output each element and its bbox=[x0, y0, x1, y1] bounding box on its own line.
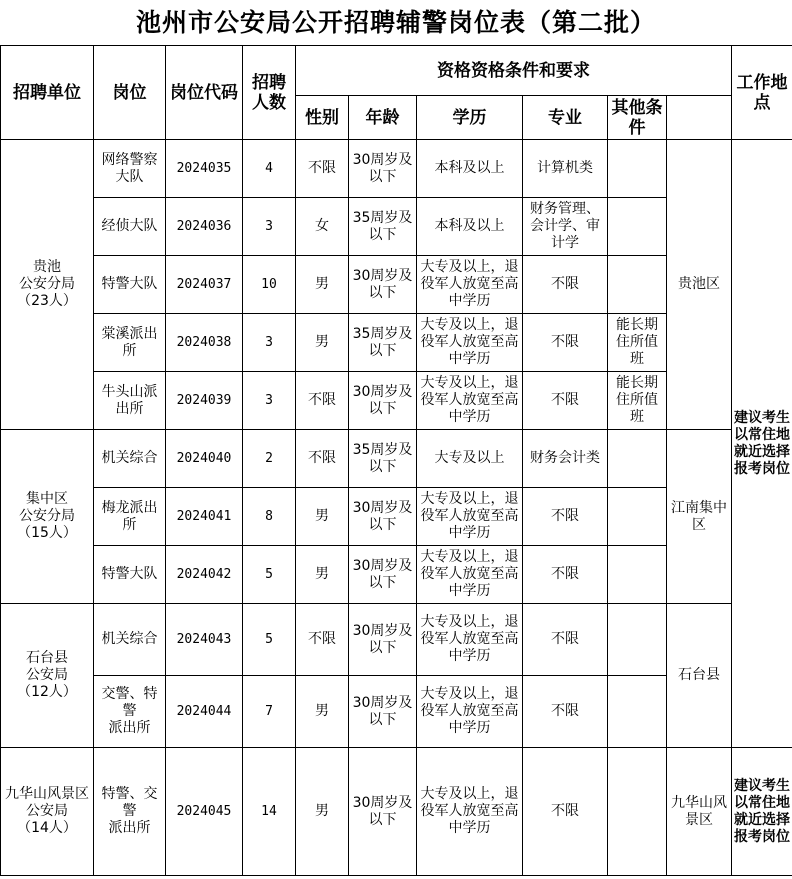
header-count: 招聘人数 bbox=[243, 46, 296, 140]
cell-major: 不限 bbox=[523, 604, 608, 676]
cell-major: 不限 bbox=[523, 546, 608, 604]
cell-count: 5 bbox=[243, 604, 296, 676]
cell-count: 3 bbox=[243, 372, 296, 430]
cell-age: 30周岁及以下 bbox=[349, 546, 417, 604]
cell-gender: 不限 bbox=[296, 430, 349, 488]
cell-code: 2024044 bbox=[166, 676, 243, 748]
cell-other bbox=[608, 488, 667, 546]
cell-count: 7 bbox=[243, 676, 296, 748]
header-major: 专业 bbox=[523, 96, 608, 140]
cell-education: 大专及以上，退役军人放宽至高中学历 bbox=[417, 488, 523, 546]
header-code: 岗位代码 bbox=[166, 46, 243, 140]
cell-age: 30周岁及以下 bbox=[349, 604, 417, 676]
header-unit: 招聘单位 bbox=[1, 46, 94, 140]
cell-count: 4 bbox=[243, 140, 296, 198]
header-post: 岗位 bbox=[94, 46, 166, 140]
cell-other bbox=[608, 676, 667, 748]
cell-count: 8 bbox=[243, 488, 296, 546]
cell-other bbox=[608, 430, 667, 488]
recruitment-table bbox=[0, 45, 792, 876]
header-age: 年龄 bbox=[349, 96, 417, 140]
cell-other bbox=[608, 604, 667, 676]
cell-gender: 男 bbox=[296, 748, 349, 876]
cell-gender: 不限 bbox=[296, 604, 349, 676]
cell-gender: 不限 bbox=[296, 140, 349, 198]
header-other: 其他条件 bbox=[608, 96, 667, 140]
cell-post: 牛头山派出所 bbox=[94, 372, 166, 430]
cell-education: 大专及以上，退役军人放宽至高中学历 bbox=[417, 314, 523, 372]
cell-education: 大专及以上，退役军人放宽至高中学历 bbox=[417, 676, 523, 748]
cell-gender: 男 bbox=[296, 256, 349, 314]
unit-name: 贵池 公安分局 （23人） bbox=[1, 140, 94, 430]
cell-education: 大专及以上，退役军人放宽至高中学历 bbox=[417, 546, 523, 604]
cell-major: 计算机类 bbox=[523, 140, 608, 198]
cell-count: 3 bbox=[243, 314, 296, 372]
table-row bbox=[1, 140, 792, 198]
cell-post: 经侦大队 bbox=[94, 198, 166, 256]
cell-major: 财务管理、会计学、审计学 bbox=[523, 198, 608, 256]
unit-name: 集中区 公安分局 （15人） bbox=[1, 430, 94, 604]
cell-education: 大专及以上，退役军人放宽至高中学历 bbox=[417, 372, 523, 430]
cell-gender: 女 bbox=[296, 198, 349, 256]
header-education: 学历 bbox=[417, 96, 523, 140]
cell-major: 不限 bbox=[523, 372, 608, 430]
cell-age: 30周岁及以下 bbox=[349, 140, 417, 198]
cell-count: 5 bbox=[243, 546, 296, 604]
cell-other bbox=[608, 140, 667, 198]
cell-gender: 男 bbox=[296, 676, 349, 748]
cell-count: 10 bbox=[243, 256, 296, 314]
cell-age: 30周岁及以下 bbox=[349, 488, 417, 546]
remark-note: 建议考生以常住地就近选择报考岗位 bbox=[732, 748, 792, 876]
cell-post: 特警大队 bbox=[94, 546, 166, 604]
work-location: 石台县 bbox=[667, 604, 732, 748]
work-location: 江南集中区 bbox=[667, 430, 732, 604]
cell-count: 2 bbox=[243, 430, 296, 488]
cell-education: 本科及以上 bbox=[417, 140, 523, 198]
cell-education: 本科及以上 bbox=[417, 198, 523, 256]
cell-code: 2024043 bbox=[166, 604, 243, 676]
cell-other bbox=[608, 198, 667, 256]
cell-code: 2024040 bbox=[166, 430, 243, 488]
cell-count: 3 bbox=[243, 198, 296, 256]
cell-post: 棠溪派出所 bbox=[94, 314, 166, 372]
remark-note: 建议考生以常住地就近选择报考岗位 bbox=[732, 140, 792, 748]
cell-age: 35周岁及以下 bbox=[349, 198, 417, 256]
cell-other bbox=[608, 748, 667, 876]
cell-other: 能长期住所值班 bbox=[608, 372, 667, 430]
table-row bbox=[1, 604, 792, 676]
header-location: 工作地点 bbox=[732, 46, 792, 140]
cell-gender: 男 bbox=[296, 488, 349, 546]
cell-code: 2024039 bbox=[166, 372, 243, 430]
cell-other bbox=[608, 256, 667, 314]
cell-other bbox=[608, 546, 667, 604]
cell-major: 不限 bbox=[523, 676, 608, 748]
cell-age: 30周岁及以下 bbox=[349, 676, 417, 748]
cell-code: 2024035 bbox=[166, 140, 243, 198]
header-qualifications: 资格资格条件和要求 bbox=[296, 46, 732, 96]
cell-education: 大专及以上，退役军人放宽至高中学历 bbox=[417, 748, 523, 876]
cell-post: 交警、特警 派出所 bbox=[94, 676, 166, 748]
cell-code: 2024038 bbox=[166, 314, 243, 372]
cell-education: 大专及以上 bbox=[417, 430, 523, 488]
cell-age: 30周岁及以下 bbox=[349, 748, 417, 876]
cell-code: 2024036 bbox=[166, 198, 243, 256]
cell-major: 不限 bbox=[523, 488, 608, 546]
table-row bbox=[1, 748, 792, 876]
cell-gender: 不限 bbox=[296, 372, 349, 430]
unit-name: 石台县 公安局 （12人） bbox=[1, 604, 94, 748]
cell-age: 30周岁及以下 bbox=[349, 256, 417, 314]
cell-code: 2024042 bbox=[166, 546, 243, 604]
cell-major: 不限 bbox=[523, 256, 608, 314]
cell-code: 2024045 bbox=[166, 748, 243, 876]
cell-post: 特警、交警 派出所 bbox=[94, 748, 166, 876]
cell-other: 能长期住所值班 bbox=[608, 314, 667, 372]
cell-post: 机关综合 bbox=[94, 604, 166, 676]
cell-major: 不限 bbox=[523, 314, 608, 372]
cell-major: 不限 bbox=[523, 748, 608, 876]
cell-age: 35周岁及以下 bbox=[349, 314, 417, 372]
cell-code: 2024037 bbox=[166, 256, 243, 314]
page-title: 池州市公安局公开招聘辅警岗位表（第二批） bbox=[135, 8, 656, 37]
cell-post: 特警大队 bbox=[94, 256, 166, 314]
cell-post: 机关综合 bbox=[94, 430, 166, 488]
cell-post: 网络警察大队 bbox=[94, 140, 166, 198]
unit-name: 九华山风景区公安局 （14人） bbox=[1, 748, 94, 876]
header-gender: 性别 bbox=[296, 96, 349, 140]
cell-count: 14 bbox=[243, 748, 296, 876]
cell-age: 35周岁及以下 bbox=[349, 430, 417, 488]
cell-gender: 男 bbox=[296, 546, 349, 604]
cell-age: 30周岁及以下 bbox=[349, 372, 417, 430]
work-location: 贵池区 bbox=[667, 140, 732, 430]
cell-code: 2024041 bbox=[166, 488, 243, 546]
cell-post: 梅龙派出所 bbox=[94, 488, 166, 546]
work-location: 九华山风景区 bbox=[667, 748, 732, 876]
cell-education: 大专及以上，退役军人放宽至高中学历 bbox=[417, 256, 523, 314]
cell-gender: 男 bbox=[296, 314, 349, 372]
table-row bbox=[1, 430, 792, 488]
cell-education: 大专及以上，退役军人放宽至高中学历 bbox=[417, 604, 523, 676]
cell-major: 财务会计类 bbox=[523, 430, 608, 488]
